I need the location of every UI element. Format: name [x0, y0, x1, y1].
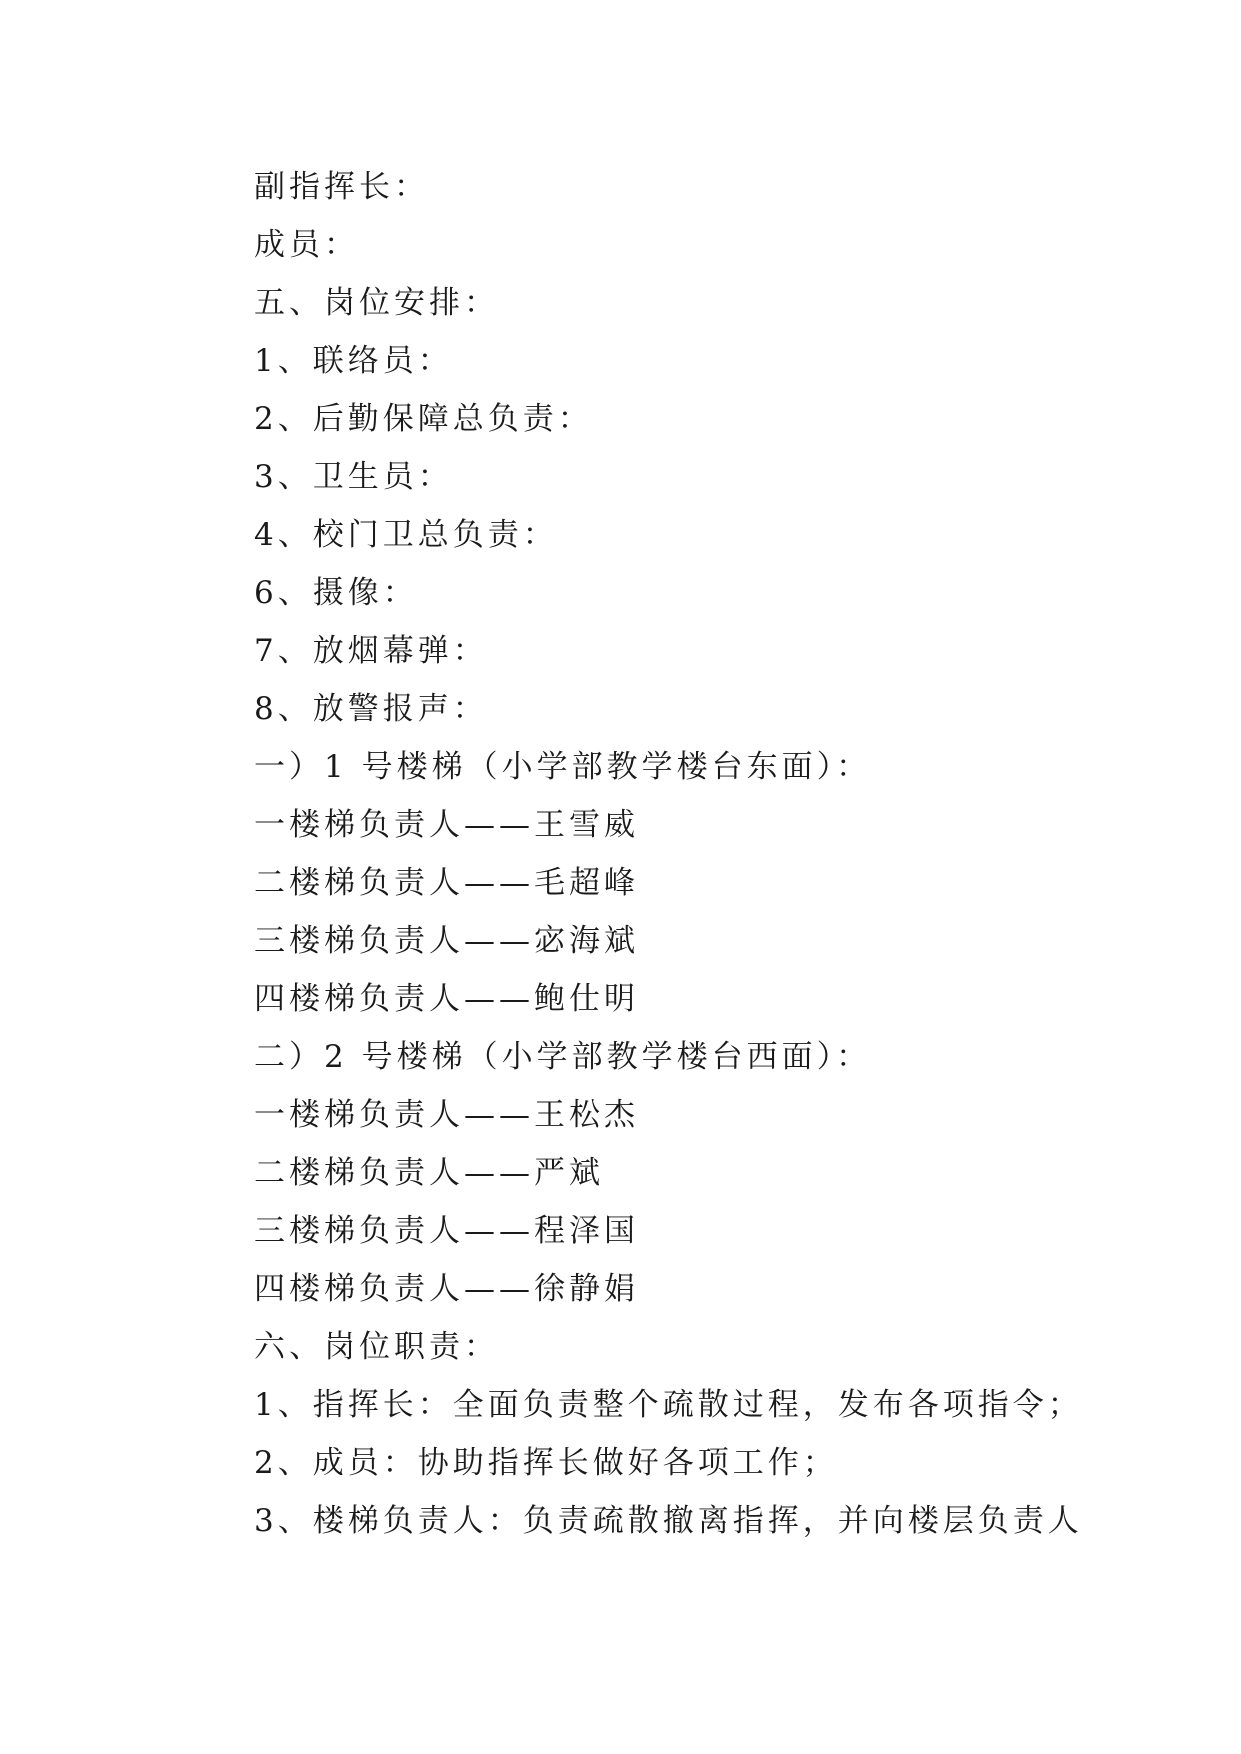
- text-line-alarm: 8、放警报声：: [254, 691, 488, 727]
- text-line-stair-1-floor-3: 三楼梯负责人——宓海斌: [254, 923, 639, 959]
- section-heading-post-duties: 六、岗位职责：: [254, 1329, 499, 1365]
- text-line-stair-1-floor-4: 四楼梯负责人——鲍仕明: [254, 981, 639, 1017]
- text-line-duty-members: 2、成员：协助指挥长做好各项工作；: [254, 1445, 838, 1481]
- text-line-camera: 6、摄像：: [254, 575, 418, 611]
- text-line-stair-2-floor-1: 一楼梯负责人——王松杰: [254, 1097, 639, 1133]
- text-line-smoke: 7、放烟幕弹：: [254, 633, 488, 669]
- text-line-duty-stair-lead: 3、楼梯负责人：负责疏散撤离指挥，并向楼层负责人: [254, 1503, 1083, 1539]
- text-line-stair-2-floor-2: 二楼梯负责人——严斌: [254, 1155, 604, 1191]
- text-line-logistics: 2、后勤保障总负责：: [254, 401, 593, 437]
- text-line-gate-guard: 4、校门卫总负责：: [254, 517, 558, 553]
- text-line-stair-2-floor-3: 三楼梯负责人——程泽国: [254, 1213, 639, 1249]
- text-line-stair-1-floor-1: 一楼梯负责人——王雪威: [254, 807, 639, 843]
- text-line-liaison: 1、联络员：: [254, 343, 453, 379]
- subheading-stair-1: 一）1 号楼梯（小学部教学楼台东面）：: [254, 749, 872, 785]
- text-line-deputy-commander: 副指挥长：: [254, 169, 429, 205]
- document-body: [254, 158, 1114, 1550]
- text-line-medic: 3、卫生员：: [254, 459, 453, 495]
- section-heading-post-arrangement: 五、岗位安排：: [254, 285, 499, 321]
- text-line-members: 成员：: [254, 227, 359, 263]
- text-line-stair-1-floor-2: 二楼梯负责人——毛超峰: [254, 865, 639, 901]
- text-line-stair-2-floor-4: 四楼梯负责人——徐静娟: [254, 1271, 639, 1307]
- subheading-stair-2: 二）2 号楼梯（小学部教学楼台西面）：: [254, 1039, 872, 1075]
- text-line-duty-commander: 1、指挥长：全面负责整个疏散过程，发布各项指令；: [254, 1387, 1083, 1423]
